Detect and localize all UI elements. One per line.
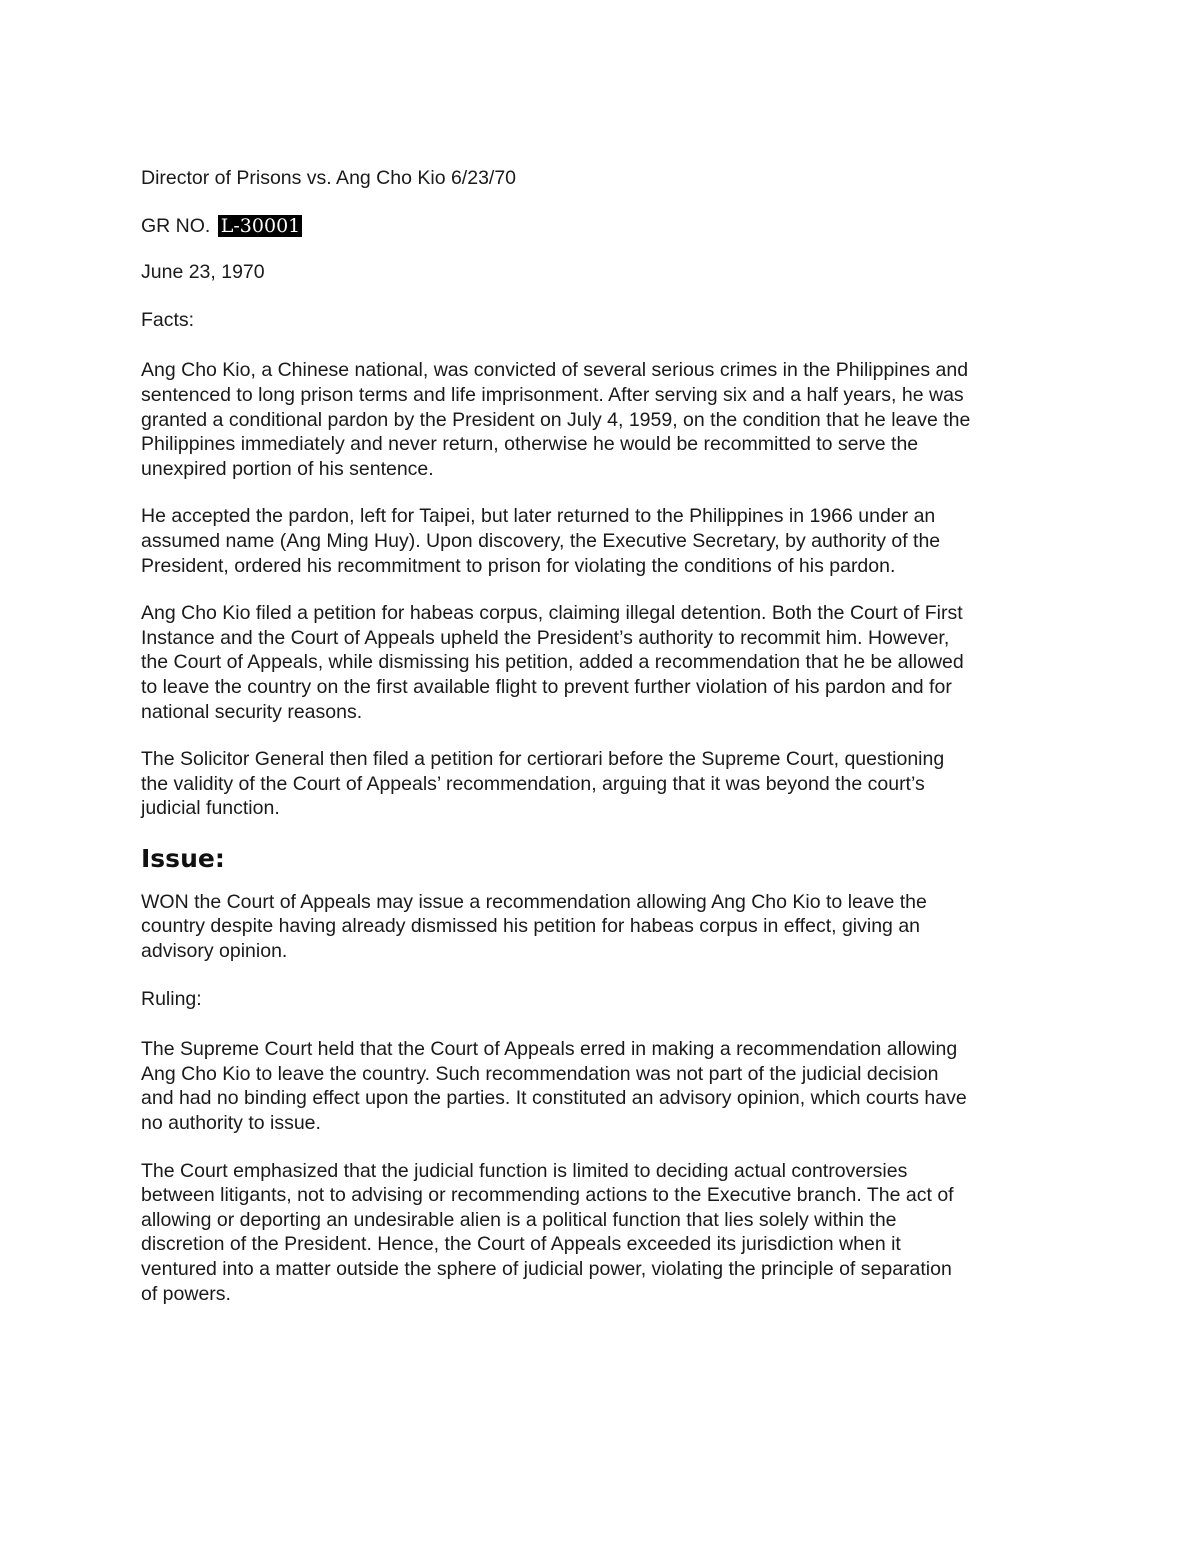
text-line: allowing or deporting an undesirable alien is a political function that lies solely within the (141, 1208, 897, 1231)
document-page (141, 166, 1071, 1329)
text-line: and had no binding effect upon the parties. It constituted an advisory opinion, which courts have (141, 1087, 967, 1110)
facts-paragraph (141, 601, 1071, 724)
facts-paragraph (141, 504, 1071, 578)
text-line: of powers. (141, 1282, 231, 1305)
text-line: sentenced to long prison terms and life imprisonment. After serving six and a half years, he was (141, 383, 964, 406)
text-line: judicial function. (141, 797, 280, 820)
text-line: country despite having already dismissed his petition for habeas corpus in effect, giving an (141, 915, 921, 938)
gr-number-line (141, 214, 1071, 239)
gr-number-label: GR NO. (141, 214, 211, 237)
text-line: The Supreme Court held that the Court of Appeals erred in making a recommendation allowing (141, 1038, 958, 1061)
text-line: national security reasons. (141, 700, 363, 723)
text-line: discretion of the President. Hence, the Court of Appeals exceeded its jurisdiction when it (141, 1233, 901, 1256)
issue-paragraph (141, 890, 1071, 964)
issue-heading: Issue: (141, 843, 225, 873)
gr-number-highlight: L-30001 (218, 215, 302, 237)
text-line: the Court of Appeals, while dismissing his petition, added a recommendation that he be allowed (141, 651, 964, 674)
text-line: no authority to issue. (141, 1112, 321, 1135)
facts-paragraph (141, 747, 1071, 821)
text-line: the validity of the Court of Appeals’ recommendation, arguing that it was beyond the court’s (141, 772, 925, 795)
text-line: Ang Cho Kio filed a petition for habeas corpus, claiming illegal detention. Both the Court of First (141, 602, 963, 625)
case-title: Director of Prisons vs. Ang Cho Kio 6/23/70 (141, 167, 517, 189)
text-line: Ang Cho Kio to leave the country. Such recommendation was not part of the judicial decision (141, 1062, 939, 1085)
decision-date: June 23, 1970 (141, 261, 265, 284)
text-line: ventured into a matter outside the sphere of judicial power, violating the principle of separation (141, 1258, 952, 1280)
text-line: to leave the country on the first available flight to prevent further violation of his pardon and for (141, 675, 952, 698)
text-line: WON the Court of Appeals may issue a recommendation allowing Ang Cho Kio to leave the (141, 890, 927, 913)
ruling-label: Ruling: (141, 987, 202, 1010)
ruling-paragraph (141, 1159, 1071, 1307)
text-line: granted a conditional pardon by the President on July 4, 1959, on the condition that he leave the (141, 408, 971, 431)
text-line: between litigants, not to advising or recommending actions to the Executive branch. The act of (141, 1184, 954, 1207)
text-line: Ang Cho Kio, a Chinese national, was convicted of several serious crimes in the Philippines and (141, 359, 969, 382)
text-line: Instance and the Court of Appeals upheld the President’s authority to recommit him. However, (141, 626, 950, 649)
ruling-paragraph (141, 1037, 1071, 1135)
text-line: assumed name (Ang Ming Huy). Upon discovery, the Executive Secretary, by authority of the (141, 529, 941, 552)
text-line: He accepted the pardon, left for Taipei, but later returned to the Philippines in 1966 under an (141, 505, 936, 528)
text-line: unexpired portion of his sentence. (141, 457, 434, 480)
text-line: President, ordered his recommitment to prison for violating the conditions of his pardon. (141, 554, 896, 577)
text-line: The Court emphasized that the judicial function is limited to deciding actual controversies (141, 1159, 908, 1182)
text-line: Philippines immediately and never return, otherwise he would be recommitted to serve the (141, 433, 919, 456)
text-line: The Solicitor General then filed a petition for certiorari before the Supreme Court, questioning (141, 748, 945, 771)
text-line: advisory opinion. (141, 940, 288, 963)
facts-paragraph (141, 358, 1071, 481)
facts-label: Facts: (141, 308, 195, 331)
